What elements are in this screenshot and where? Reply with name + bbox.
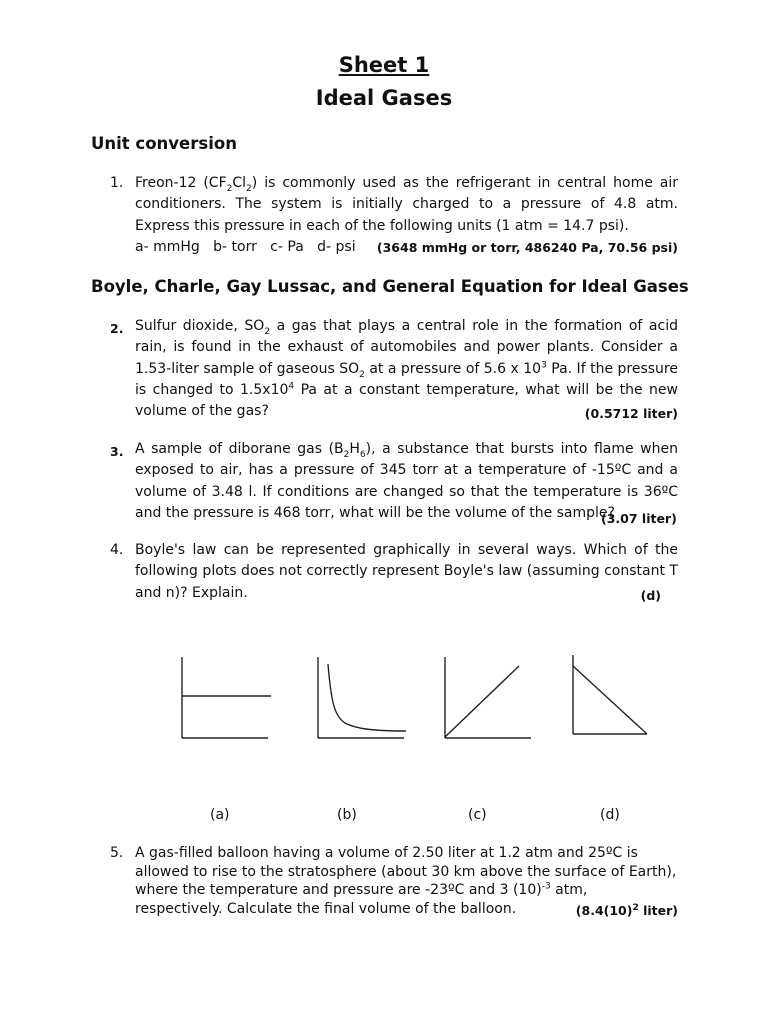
answer: ($8.4(10)^2$ liter) (575, 902, 678, 918)
plot-label-b: (b) (337, 807, 357, 823)
question-number: 2. (110, 321, 124, 336)
plot-label-a: (a) (210, 807, 230, 823)
question-3: 3. A sample of diborane gas $(B_2H_6)$, a substance that bursts into flame when exposed to air, has a pressure of 345 torr at a temperature of -15ºC and a volume of 3.48 l. If conditions are changed so that the temperature is 36ºC and the pressure is 468 torr, what will be the volume of the sample? (3.07 liter) (110, 439, 678, 524)
topic-title: Ideal Gases (315, 86, 453, 110)
question-number: 4. (110, 542, 124, 558)
question-number: 5. (110, 845, 124, 861)
question-number: 3. (110, 444, 124, 459)
plot-label-c: (c) (468, 807, 487, 823)
answer: (3648 mmHg or torr, 486240 Pa, 70.56 psi) (376, 239, 678, 255)
question-4: 4. Boyle's law can be represented graphically in several ways. Which of the following plots does not correctly represent Boyle's law (assuming constant T and n)? Explain. (d) (110, 540, 678, 606)
sheet-title: Sheet 1 (338, 53, 430, 77)
plot-d (573, 655, 647, 734)
unit-options: a- mmHg b- torr c- Pa d- psi (135, 238, 356, 255)
plot-b-curve (328, 664, 406, 731)
plot-label-d: (d) (600, 807, 620, 823)
plot-d-curve (573, 666, 647, 734)
section-heading-gas-laws: Boyle, Charle, Gay Lussac, and General Equation for Ideal Gases (91, 277, 689, 296)
question-5: 5. A gas-filled balloon having a volume of 2.50 liter at 1.2 atm and 25ºC is allowed to rise to the stratosphere (about 30 km above the surface of Earth), where the temperature and pressure are -23ºC and 3 $(10)^{-3}$ atm, respectively. Calculate the final volume of the balloon. ($8.4(10)^2$ liter) (110, 844, 678, 920)
plot-c (445, 657, 531, 738)
plot-a (182, 657, 271, 738)
plot-c-curve (445, 666, 519, 737)
question-1: 1. Freon-12 $(CF_2Cl_2)$ is commonly used as the refrigerant in central home air conditioners. The system is initially charged to a pressure of 4.8 atm. Express this pressure in each of the following units (1 atm = 14.7 psi). a- mmHg b- torr c- Pa d- psi (3648 mmHg or torr, 486240 Pa, 70.56 psi) (110, 173, 678, 258)
answer: (3.07 liter) (601, 511, 677, 526)
section-heading-unit-conversion: Unit conversion (91, 134, 237, 153)
answer: (d) (640, 587, 661, 603)
question-number: 1. (110, 175, 124, 191)
plot-b (318, 657, 406, 738)
question-2: 2. Sulfur dioxide, $SO_2$ a gas that plays a central role in the formation of acid rain, is found in the exhaust of automobiles and power plants. Consider a 1.53-liter sample of gaseous $SO_2$ at a pressure of 5.6 x $10^3$ Pa. If the pressure is changed to $1.5x10^4$ Pa at a constant temperature, what will be the new volume of the gas? (0.5712 liter) (110, 316, 678, 424)
answer: (0.5712 liter) (584, 406, 678, 422)
